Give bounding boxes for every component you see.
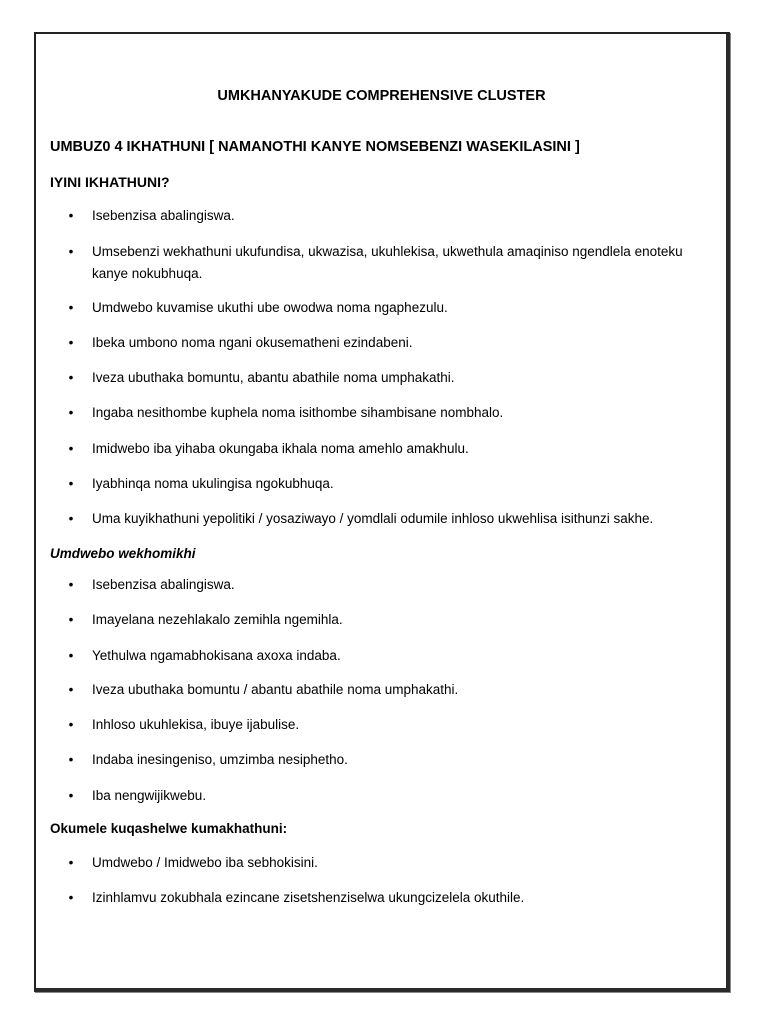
section-heading-observations: Okumele kuqashelwe kumakhathuni: [50,821,288,836]
list-item-text: Ibeka umbono noma ngani okusematheni ezindabeni. [92,335,413,350]
list-item [50,205,720,227]
bullet-icon: • [68,890,74,905]
section-heading-cartoon: IYINI IKHATHUNI? [50,174,170,190]
bullet-icon: • [68,752,74,767]
bullet-icon: • [68,511,74,526]
bullet-icon: • [68,577,74,592]
bullet-icon: • [68,405,74,420]
list-item-text: Isebenzisa abalingiswa. [92,208,235,223]
bullet-icon: • [68,335,74,350]
list-item-text: Izinhlamvu zokubhala ezincane zisetshenziselwa ukungcizelela okuthile. [92,890,525,905]
list-item [50,609,720,631]
bullet-icon: • [68,370,74,385]
bullet-icon: • [68,717,74,732]
bullet-icon: • [68,244,74,259]
list-item-text: Iyabhinqa noma ukulingisa ngokubhuqa. [92,476,334,491]
bullet-icon: • [68,300,74,315]
list-item [50,852,720,874]
list-item [50,574,720,596]
list-item [50,438,720,460]
list-item [50,714,720,736]
list-item-text: Ingaba nesithombe kuphela noma isithombe sihambisane nombhalo. [92,405,504,420]
section-heading-comic: Umdwebo wekhomikhi [50,546,196,561]
list-item-text: Iba nengwijikwebu. [92,788,207,803]
bullet-icon: • [68,476,74,491]
list-item-text: Uma kuyikhathuni yepolitiki / yosaziwayo / yomdlali odumile inhloso ukwehlisa isithunzi sakhe. [92,511,654,526]
list-item-text: Isebenzisa abalingiswa. [92,577,235,592]
list-item-text: Inhloso ukuhlekisa, ibuye ijabulise. [92,717,300,732]
list-item [50,645,720,667]
question-heading: UMBUZ0 4 IKHATHUNI [ NAMANOTHI KANYE NOMSEBENZI WASEKILASINI ] [50,139,580,155]
list-item [50,473,720,495]
list-item-text: Iveza ubuthaka bomuntu, abantu abathile noma umphakathi. [92,370,455,385]
list-item [50,367,720,389]
list-item [50,402,720,424]
bullet-icon: • [68,648,74,663]
list-item [50,241,720,285]
list-item-text: Umdwebo kuvamise ukuthi ube owodwa noma ngaphezulu. [92,300,448,315]
list-item [50,749,720,771]
bullet-icon: • [68,612,74,627]
list-item-text: Imidwebo iba yihaba okungaba ikhala noma amehlo amakhulu. [92,441,469,456]
list-item-text: Imayelana nezehlakalo zemihla ngemihla. [92,612,343,627]
list-item [50,785,720,807]
list-item [50,332,720,354]
list-item [50,508,720,530]
bullet-icon: • [68,855,74,870]
list-item-text: Indaba inesingeniso, umzimba nesiphetho. [92,752,348,767]
bullet-icon: • [68,788,74,803]
list-item-text: Umsebenzi wekhathuni ukufundisa, ukwazisa, ukuhlekisa, ukwethula amaqiniso ngendlela enoteku kanye nokubhuqa. [92,244,683,281]
list-item-text: Iveza ubuthaka bomuntu / abantu abathile noma umphakathi. [92,682,459,697]
bullet-icon: • [68,441,74,456]
list-item [50,887,720,909]
list-item [50,679,720,701]
list-item-text: Umdwebo / Imidwebo iba sebhokisini. [92,855,318,870]
bullet-icon: • [68,682,74,697]
document-title: UMKHANYAKUDE COMPREHENSIVE CLUSTER [217,88,546,104]
list-item-text: Yethulwa ngamabhokisana axoxa indaba. [92,648,341,663]
bullet-icon: • [68,208,74,223]
list-item [50,297,720,319]
